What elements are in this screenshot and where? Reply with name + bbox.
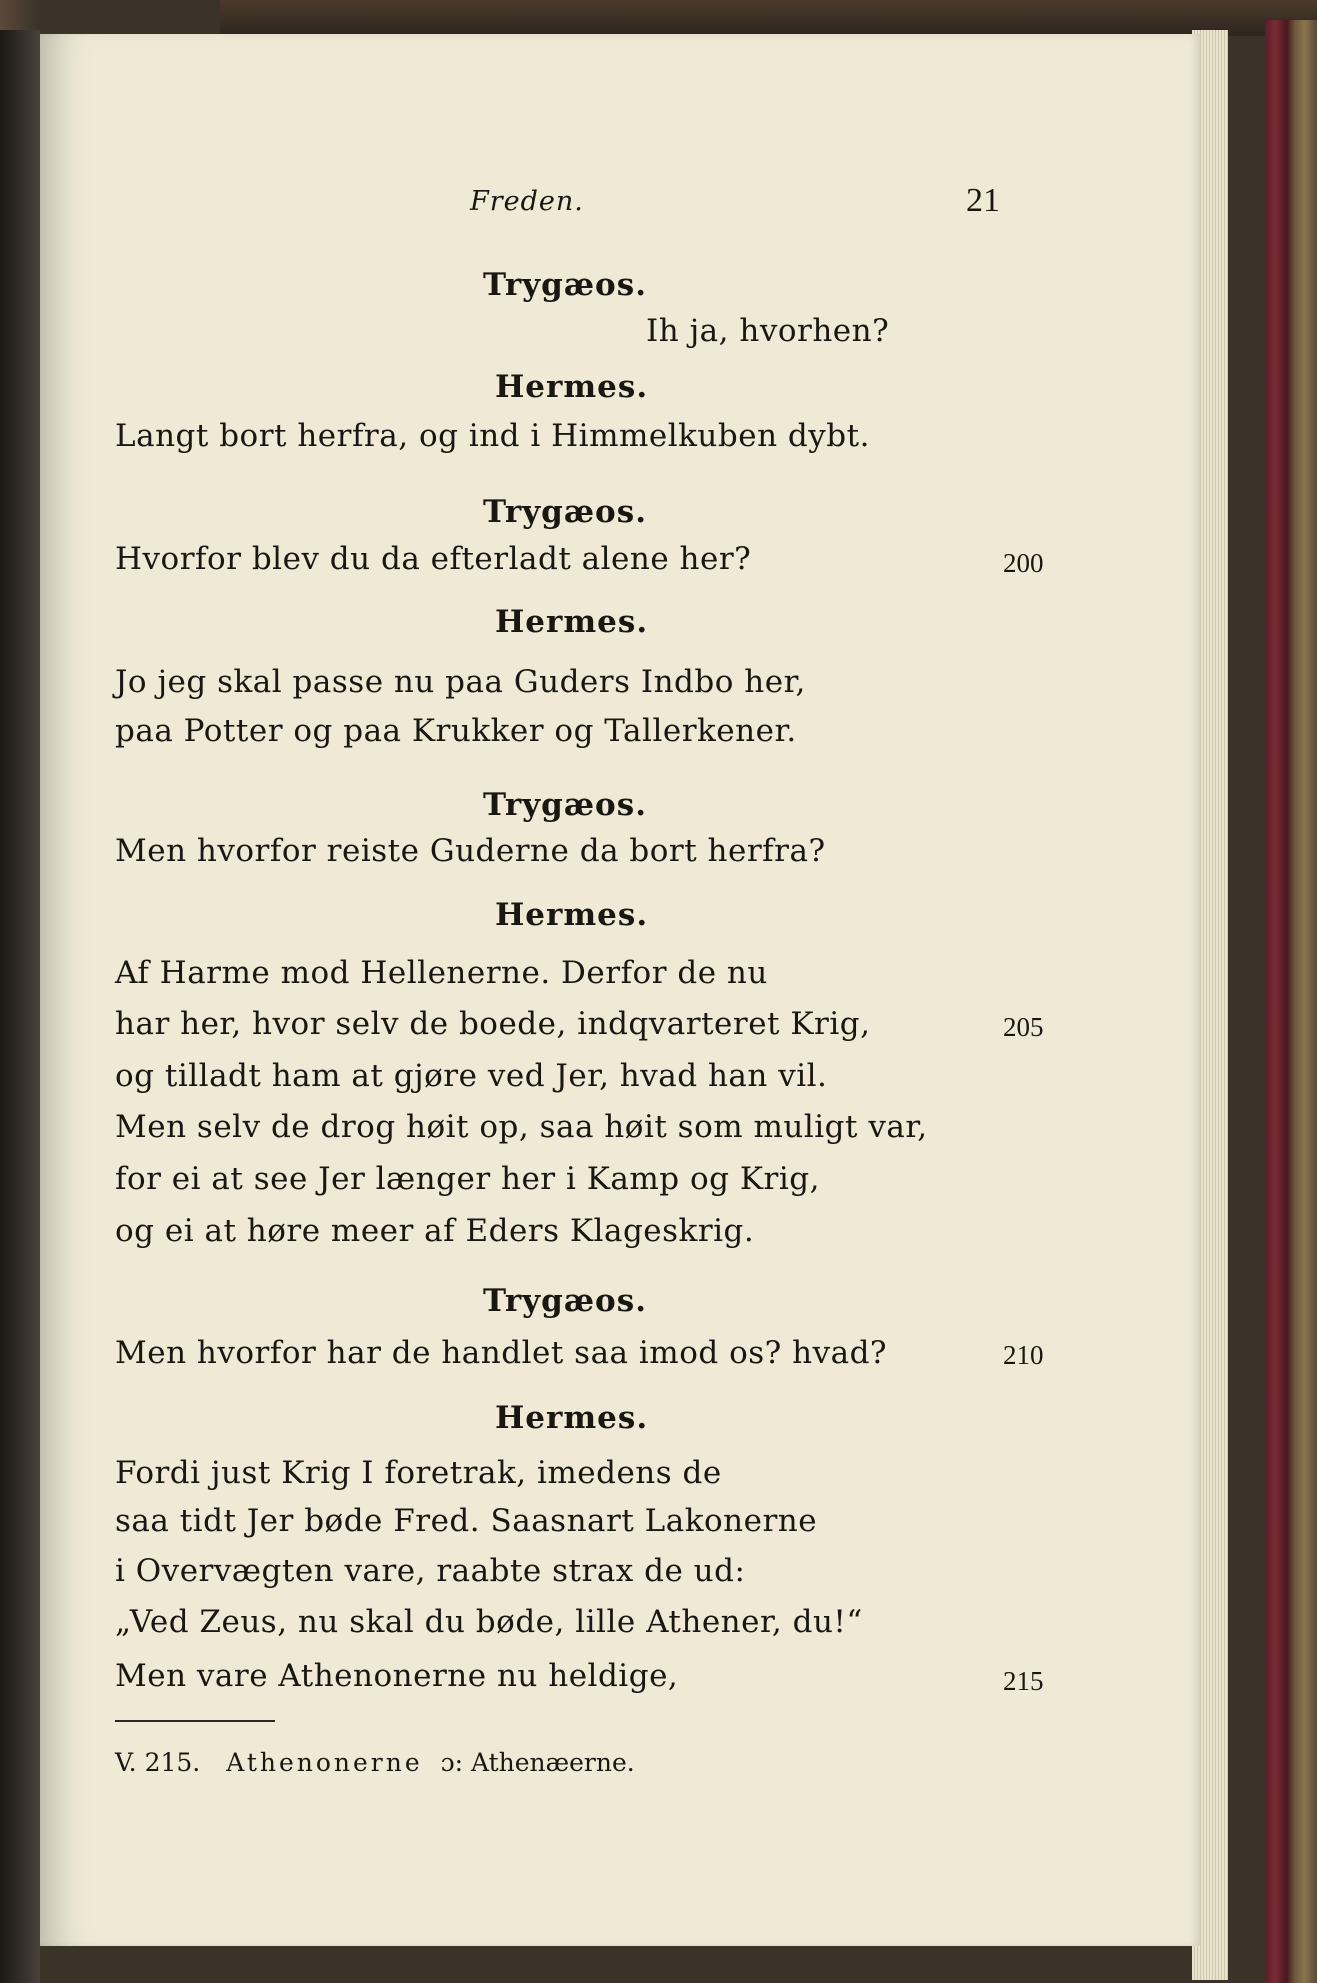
verse-line: Men vare Athenonerne nu heldige,	[115, 1658, 679, 1694]
running-title: Freden.	[470, 186, 584, 217]
verse-line: Af Harme mod Hellenerne. Derfor de nu	[115, 955, 768, 991]
line-number: 215	[1003, 1666, 1044, 1696]
footnote-ref: V. 215.	[115, 1748, 201, 1777]
verse-line: Ih ja, hvorhen?	[646, 313, 890, 349]
footnote	[115, 1748, 635, 1777]
verse-line: saa tidt Jer bøde Fred. Saasnart Lakonerne	[115, 1503, 818, 1539]
line-number: 205	[1003, 1012, 1044, 1042]
verse-line: for ei at see Jer længer her i Kamp og Krig,	[115, 1161, 820, 1197]
speaker-name: Trygæos.	[483, 494, 647, 530]
verse-line: i Overvægten vare, raabte strax de ud:	[115, 1553, 746, 1589]
speaker-name: Hermes.	[495, 1400, 649, 1436]
verse-line: Hvorfor blev du da efterladt alene her?	[115, 541, 752, 577]
verse-line: Langt bort herfra, og ind i Himmelkuben dybt.	[115, 418, 870, 454]
verse-line: Fordi just Krig I foretrak, imedens de	[115, 1455, 722, 1491]
page-number: 21	[966, 182, 1000, 219]
verse-line: Men selv de drog høit op, saa høit som muligt var,	[115, 1109, 928, 1145]
footnote-term: Athenonerne	[226, 1748, 423, 1777]
verse-line: Jo jeg skal passe nu paa Guders Indbo her,	[115, 664, 806, 700]
speaker-name: Hermes.	[495, 897, 649, 933]
verse-line: har her, hvor selv de boede, indqvarteret Krig,	[115, 1006, 871, 1042]
verse-line: „Ved Zeus, nu skal du bøde, lille Athener, du!“	[115, 1604, 863, 1640]
speaker-name: Trygæos.	[483, 787, 647, 823]
verse-line: Men hvorfor har de handlet saa imod os? hvad?	[115, 1335, 888, 1371]
line-number: 210	[1003, 1340, 1044, 1370]
footnote-gloss: ɔ: Athenæerne.	[440, 1748, 635, 1777]
speaker-name: Trygæos.	[483, 1283, 647, 1319]
left-page-gutter	[0, 30, 40, 1983]
verse-line: og tilladt ham at gjøre ved Jer, hvad han vil.	[115, 1058, 828, 1094]
speaker-name: Trygæos.	[483, 267, 647, 303]
binding-right	[1265, 20, 1317, 1983]
verse-line: Men hvorfor reiste Guderne da bort herfra?	[115, 833, 826, 869]
verse-line: paa Potter og paa Krukker og Tallerkener.	[115, 713, 797, 749]
speaker-name: Hermes.	[495, 369, 649, 405]
binding-top	[220, 0, 1317, 36]
speaker-name: Hermes.	[495, 604, 649, 640]
verse-line: og ei at høre meer af Eders Klageskrig.	[115, 1213, 755, 1249]
footnote-rule	[115, 1720, 275, 1722]
line-number: 200	[1003, 548, 1044, 578]
